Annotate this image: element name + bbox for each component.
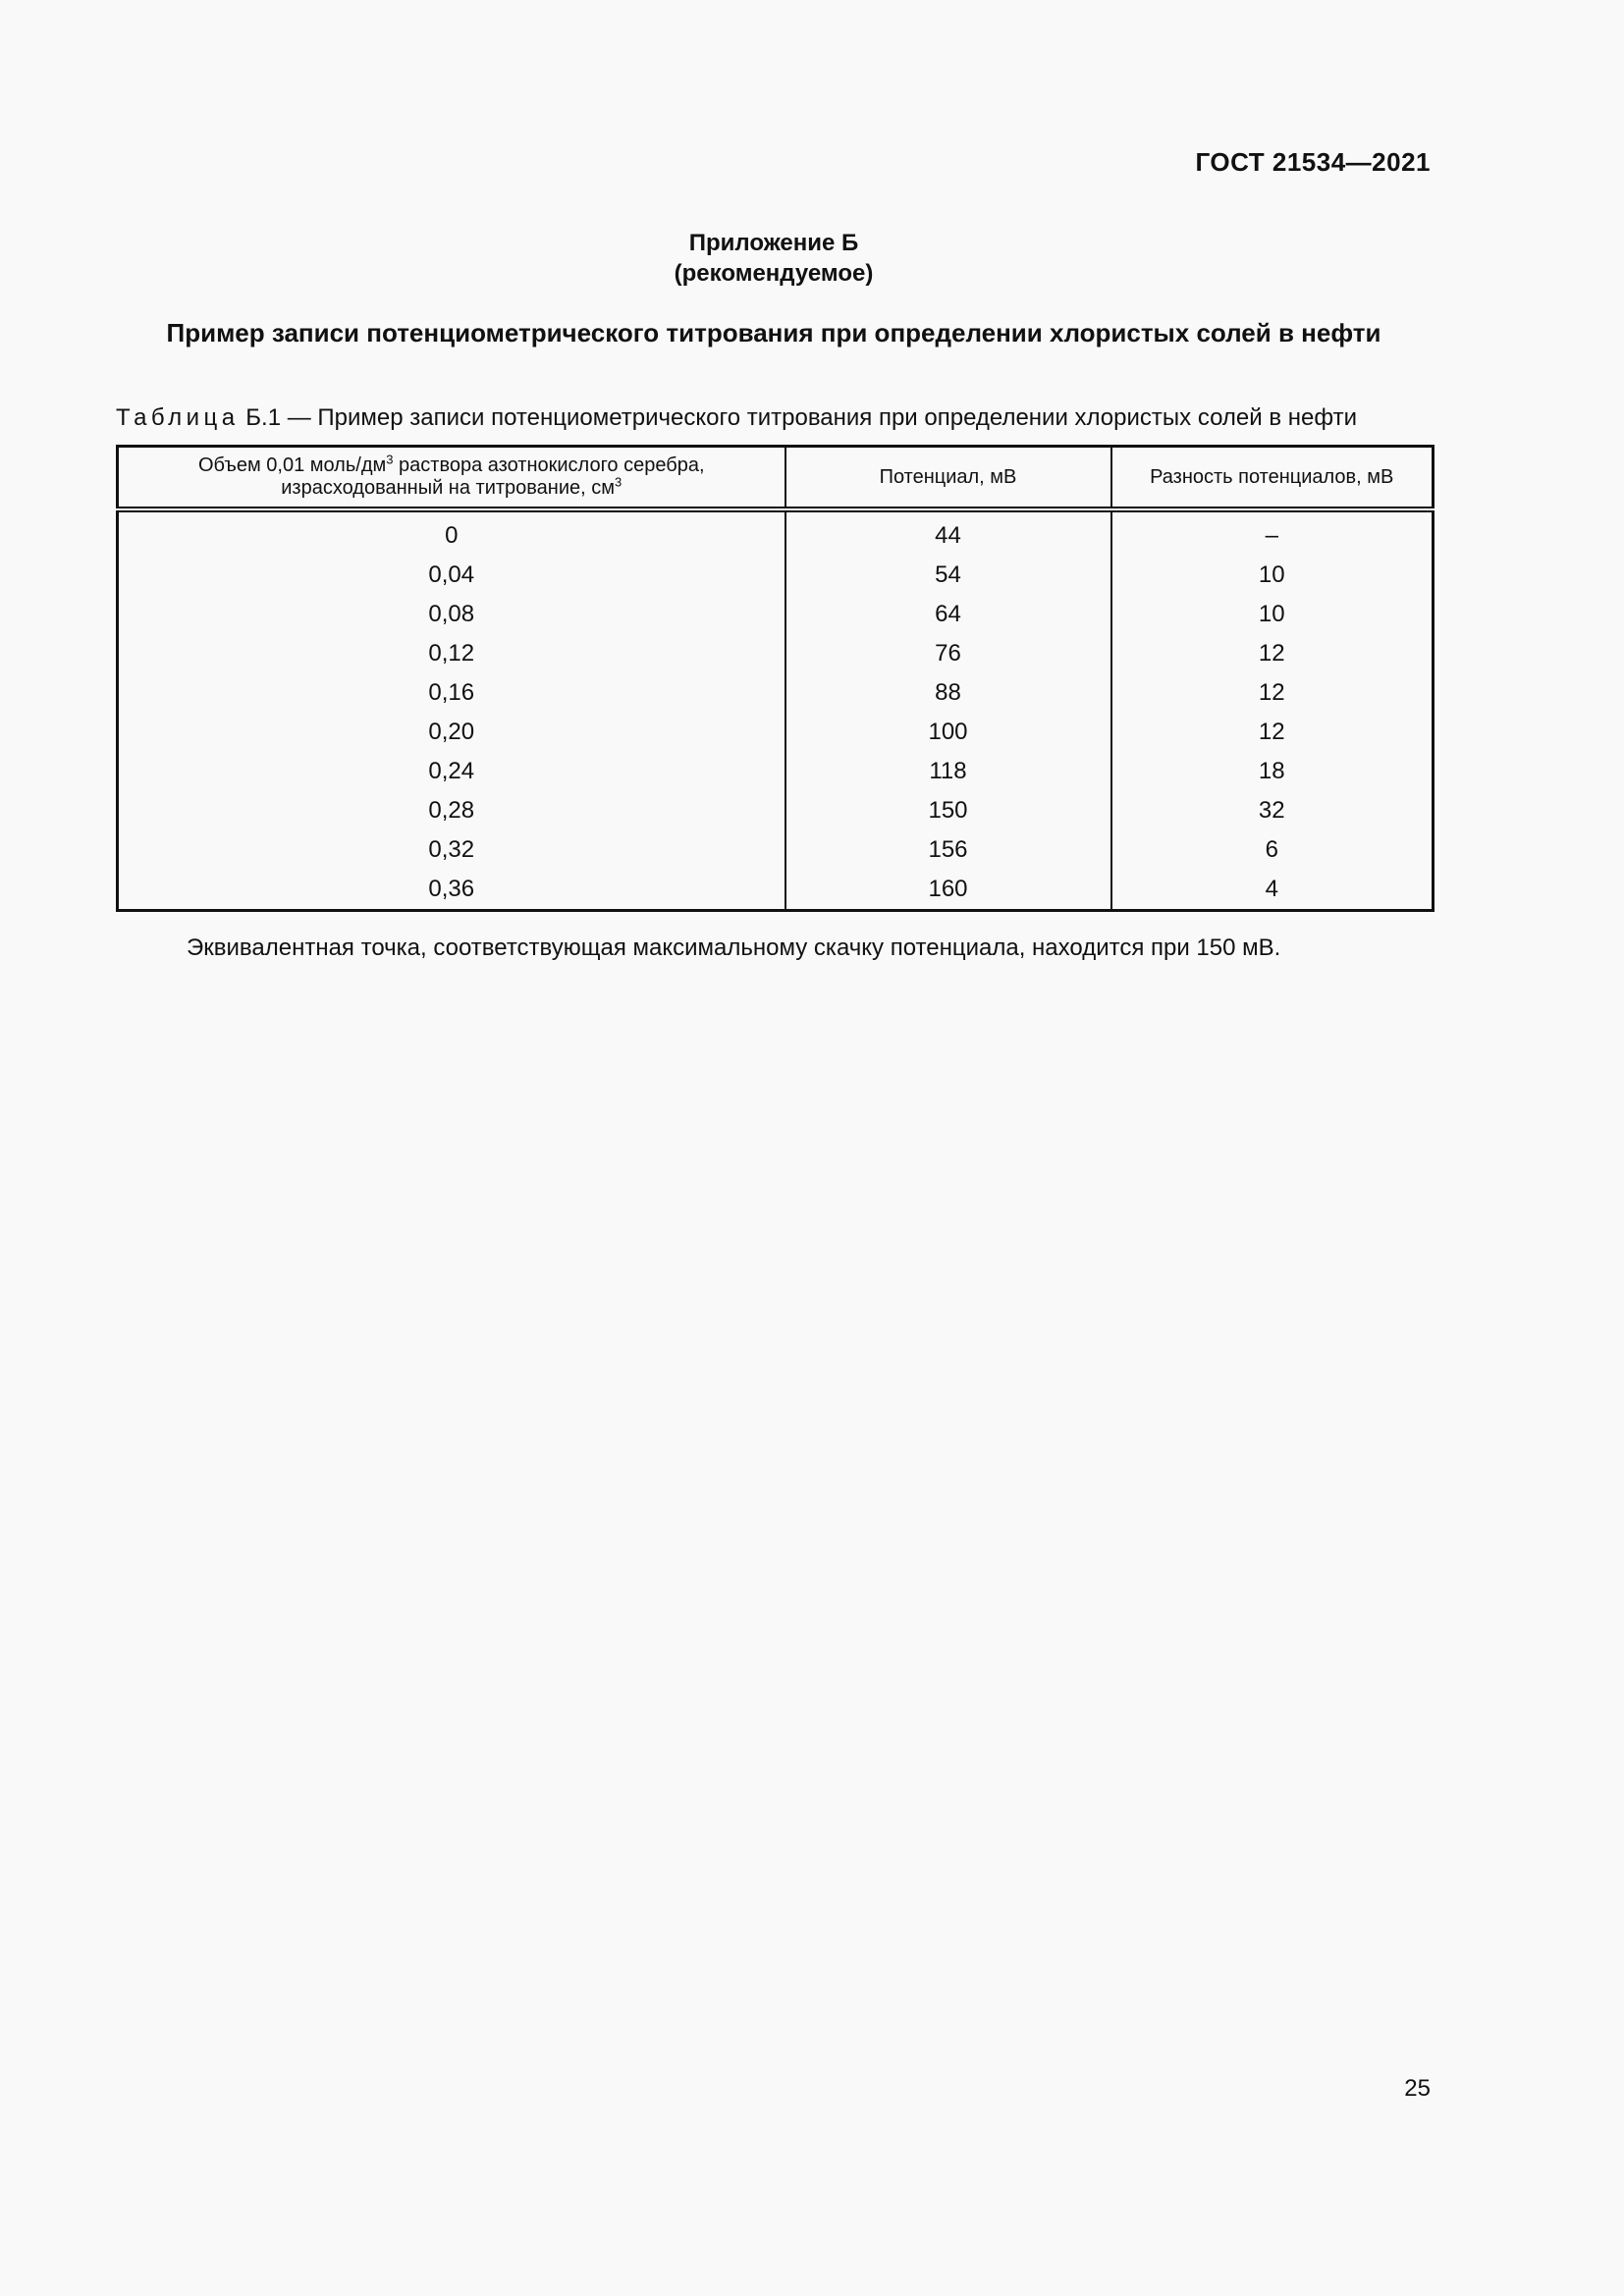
cell-volume: 0,32 (118, 830, 785, 870)
cell-volume: 0,20 (118, 713, 785, 752)
cell-difference: 18 (1111, 752, 1434, 791)
cell-volume: 0 (118, 509, 785, 556)
table-caption-label: Таблица (116, 404, 240, 431)
cell-difference: 12 (1111, 713, 1434, 752)
table-row (118, 556, 1434, 595)
annex-heading (0, 228, 1547, 289)
table-row (118, 870, 1434, 911)
header-potential: Потенциал, мВ (785, 447, 1111, 510)
cell-volume: 0,28 (118, 791, 785, 830)
annex-status: (рекомендуемое) (674, 260, 874, 287)
cell-volume: 0,16 (118, 673, 785, 713)
cell-potential: 100 (785, 713, 1111, 752)
cell-volume: 0,12 (118, 634, 785, 673)
page-number: 25 (1404, 2075, 1431, 2102)
table-caption-text: — Пример записи потенциометрического титрования при определении хлористых солей в нефти (281, 404, 1357, 431)
table-row (118, 713, 1434, 752)
table-row (118, 634, 1434, 673)
annex-name: Приложение Б (688, 230, 859, 256)
header-difference: Разность потенциалов, мВ (1111, 447, 1434, 510)
table-header-row (118, 447, 1434, 510)
cell-volume: 0,24 (118, 752, 785, 791)
table-row (118, 752, 1434, 791)
cell-volume: 0,08 (118, 595, 785, 634)
annex-title: Пример записи потенциометрического титрования при определении хлористых солей в нефти (166, 318, 1381, 347)
header-volume-line1-b: раствора азотнокислого серебра, (393, 454, 705, 476)
document-code: ГОСТ 21534—2021 (1195, 147, 1431, 177)
header-volume-line2-sup: 3 (615, 474, 623, 490)
cell-difference: 4 (1111, 870, 1434, 911)
cell-difference: 10 (1111, 595, 1434, 634)
header-volume (118, 447, 785, 510)
cell-volume: 0,36 (118, 870, 785, 911)
table-row (118, 595, 1434, 634)
table-row (118, 830, 1434, 870)
conclusion-text: Эквивалентная точка, соответствующая максимальному скачку потенциала, находится при 150 мВ. (187, 934, 1281, 961)
cell-potential: 118 (785, 752, 1111, 791)
header-volume-line2-a: израсходованный на титрование, см (281, 477, 615, 499)
cell-potential: 54 (785, 556, 1111, 595)
cell-potential: 88 (785, 673, 1111, 713)
cell-potential: 160 (785, 870, 1111, 911)
titration-table (116, 445, 1435, 912)
cell-difference: – (1111, 509, 1434, 556)
cell-difference: 6 (1111, 830, 1434, 870)
header-volume-line1-sup: 3 (386, 452, 394, 467)
header-volume-line1-a: Объем 0,01 моль/дм (197, 454, 387, 476)
cell-difference: 12 (1111, 634, 1434, 673)
cell-difference: 12 (1111, 673, 1434, 713)
cell-potential: 150 (785, 791, 1111, 830)
table-row (118, 791, 1434, 830)
cell-difference: 10 (1111, 556, 1434, 595)
cell-difference: 32 (1111, 791, 1434, 830)
table-caption-number: Б.1 (245, 404, 282, 431)
cell-potential: 76 (785, 634, 1111, 673)
cell-potential: 64 (785, 595, 1111, 634)
cell-potential: 44 (785, 509, 1111, 556)
table-row (118, 673, 1434, 713)
cell-volume: 0,04 (118, 556, 785, 595)
cell-potential: 156 (785, 830, 1111, 870)
table-caption (116, 404, 1432, 432)
table-row (118, 509, 1434, 556)
